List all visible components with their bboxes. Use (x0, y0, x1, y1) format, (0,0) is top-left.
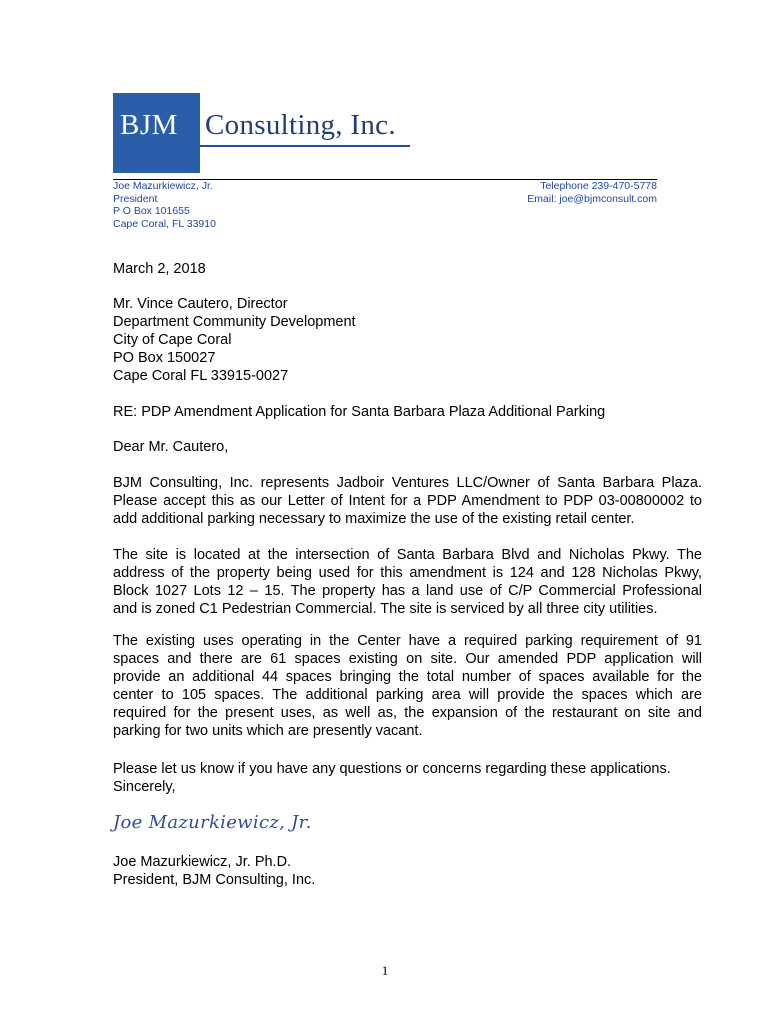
letter-date: March 2, 2018 (113, 261, 206, 277)
logo-company-name: Consulting, Inc. (205, 109, 396, 141)
paragraph-line: The existing uses operating in the Center have a required parking requirement of 91 (113, 633, 702, 649)
contact-phone: Telephone 239-470-5778 (540, 180, 657, 192)
recipient-line: PO Box 150027 (113, 350, 216, 366)
paragraph-line: BJM Consulting, Inc. represents Jadboir Ventures LLC/Owner of Santa Barbara Plaza. (113, 475, 702, 491)
signer-title: President, BJM Consulting, Inc. (113, 872, 316, 888)
paragraph-2 (113, 546, 702, 618)
signer-block (113, 853, 702, 889)
paragraph-line: required for the present uses, as well as, the expansion of the restaurant on site and (113, 705, 702, 721)
contact-email: Email: joe@bjmconsult.com (527, 192, 657, 205)
paragraph-line: spaces and there are 61 spaces existing on site. Our amended PDP application will (113, 651, 702, 667)
logo-underline (199, 145, 410, 147)
signer-name: Joe Mazurkiewicz, Jr. Ph.D. (113, 854, 292, 870)
paragraph-line: address of the property being used for this amendment is 124 and 128 Nicholas Pkwy, (113, 565, 702, 581)
signature: Joe Mazurkiewicz, Jr. (113, 812, 312, 833)
paragraph-line: center to 105 spaces. The additional parking area will provide the spaces which are (113, 687, 702, 703)
paragraph-4: Please let us know if you have any questions or concerns regarding these applications. (113, 761, 671, 777)
contact-title: President (113, 192, 158, 205)
paragraph-line: Block 1027 Lots 12 – 15. The property has a land use of C/P Commercial Professional (113, 583, 702, 599)
subject-line: RE: PDP Amendment Application for Santa Barbara Plaza Additional Parking (113, 404, 606, 420)
contact-info (527, 180, 657, 205)
closing: Sincerely, (113, 779, 176, 795)
contact-address (113, 180, 216, 230)
closing-block (113, 760, 702, 796)
page-number: 1 (381, 963, 389, 978)
recipient-line: Department Community Development (113, 314, 356, 330)
paragraph-1 (113, 474, 702, 528)
logo-initials: BJM (120, 109, 178, 141)
paragraph-line: add additional parking necessary to maximize the use of the existing retail center. (113, 511, 635, 527)
paragraph-line: parking for two units which are presently vacant. (113, 723, 423, 739)
contact-name: Joe Mazurkiewicz, Jr. (113, 180, 213, 192)
paragraph-line: provide an additional 44 spaces bringing the total number of spaces available for the (113, 669, 702, 685)
recipient-line: Mr. Vince Cautero, Director (113, 296, 288, 312)
paragraph-3 (113, 632, 702, 740)
salutation: Dear Mr. Cautero, (113, 439, 229, 455)
recipient-line: City of Cape Coral (113, 332, 232, 348)
paragraph-line: Please accept this as our Letter of Intent for a PDP Amendment to PDP 03-00800002 to (113, 493, 702, 509)
paragraph-line: The site is located at the intersection of Santa Barbara Blvd and Nicholas Pkwy. The (113, 547, 702, 563)
recipient-block (113, 295, 702, 385)
contact-city: Cape Coral, FL 33910 (113, 217, 216, 230)
contact-po-box: P O Box 101655 (113, 205, 190, 217)
paragraph-line: and is zoned C1 Pedestrian Commercial. The site is serviced by all three city utilities. (113, 601, 658, 617)
recipient-line: Cape Coral FL 33915-0027 (113, 368, 289, 384)
